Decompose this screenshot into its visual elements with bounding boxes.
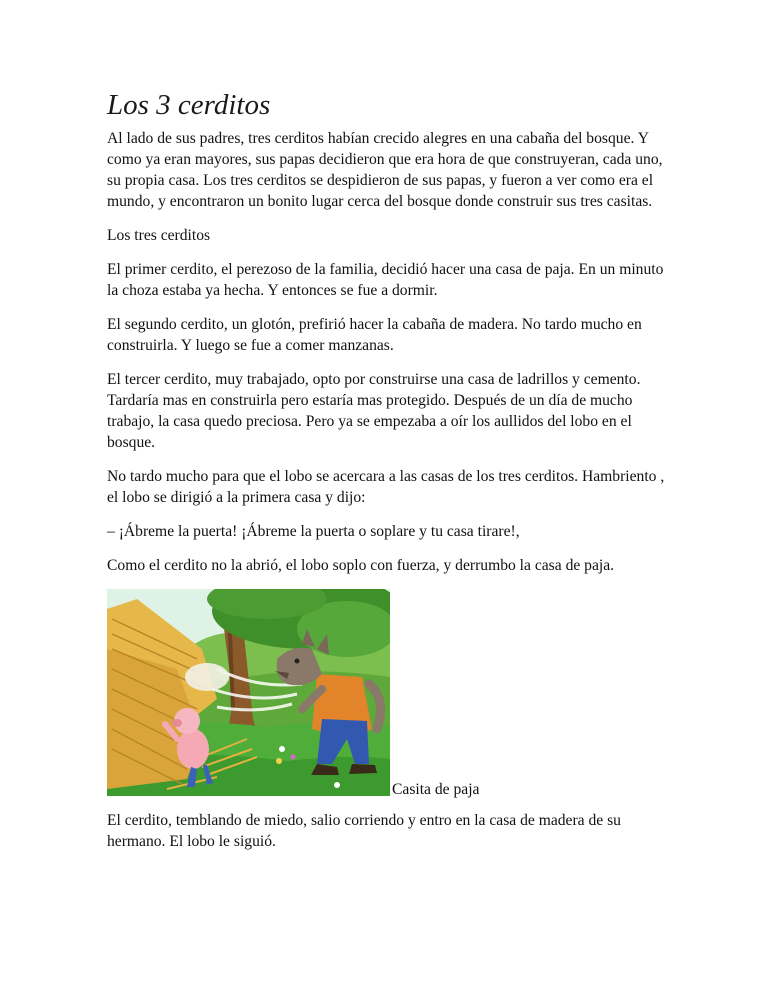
paragraph-third-pig: El tercer cerdito, muy trabajado, opto por construirse una casa de ladrillos y cemento. Tardaría mas en construirla pero estaría mas protegido. Después de un día de mucho trabajo, la casa quedo preciosa. Pero ya se empezaba a oír los aullidos del lobo en el bosque. [107,371,641,451]
paragraph-straw-house-falls: Como el cerdito no la abrió, el lobo soplo con fuerza, y derrumbo la casa de paja. [107,557,615,574]
page-title: Los 3 cerditos [107,89,271,121]
straw-house-illustration [107,589,390,796]
document-page [107,88,667,865]
figure-row [107,589,667,796]
paragraph-wolf-arrives: No tardo mucho para que el lobo se acercara a las casas de los tres cerditos. Hambriento , el lobo se dirigió a la primera casa y dijo: [107,468,665,506]
paragraph-closing: El cerdito, temblando de miedo, salio corriendo y entro en la casa de madera de su hermano. El lobo le siguió. [107,812,621,850]
paragraph-first-pig: El primer cerdito, el perezoso de la familia, decidió hacer una casa de paja. En un minuto la choza estaba ya hecha. Y entonces se fue a dormir. [107,261,664,299]
paragraph-wolf-speech: – ¡Ábreme la puerta! ¡Ábreme la puerta o soplare y tu casa tirare!, [107,523,520,540]
paragraph-intro: Al lado de sus padres, tres cerditos habían crecido alegres en una cabaña del bosque. Y como ya eran mayores, sus papas decidieron que era hora de que construyeran, cada uno, su propia casa. Los tres cerditos se despidieron de sus papas, y fueron a ver como era el mundo, y encontraron un bonito lugar cerca del bosque donde construir sus tres casitas. [107,130,663,210]
figure-caption: Casita de paja [392,781,480,798]
paragraph-second-pig: El segundo cerdito, un glotón, prefirió hacer la cabaña de madera. No tardo mucho en construirla. Y luego se fue a comer manzanas. [107,316,642,354]
paragraph-subtitle: Los tres cerditos [107,227,211,244]
